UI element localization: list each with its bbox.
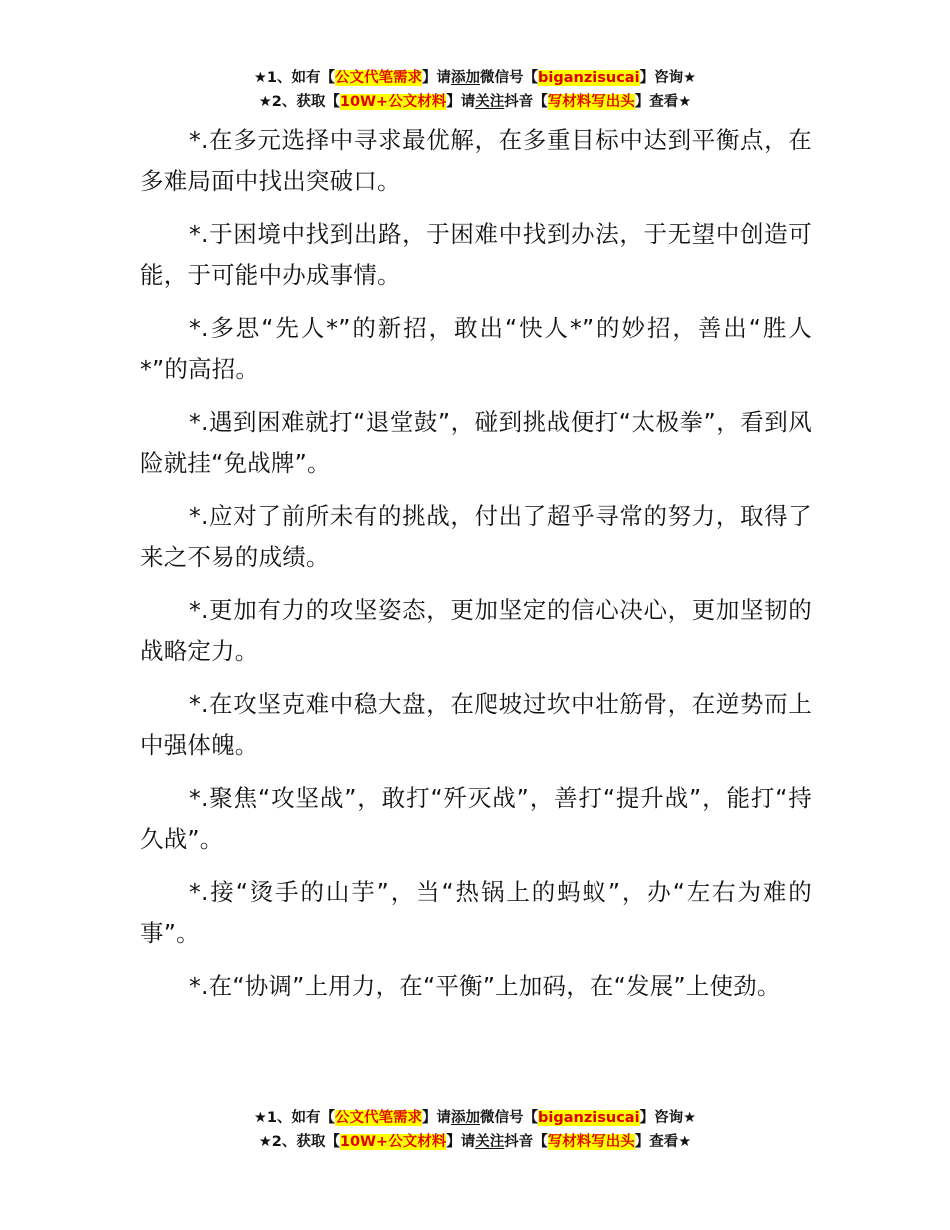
- paragraph: *.在“协调”上用力，在“平衡”上加码，在“发展”上使劲。: [189, 972, 781, 1000]
- banner-text: ★2、获取【: [258, 1134, 340, 1150]
- header-banner: [0, 66, 950, 114]
- highlight-wechat-id: biganzisucai: [538, 70, 640, 86]
- document-body: [140, 120, 812, 1019]
- underlined-follow: 关注: [475, 1134, 505, 1150]
- paragraph: *.在攻坚克难中稳大盘，在爬坡过坎中壮筋骨，在逆势而上中强体魄。: [140, 690, 812, 759]
- banner-text: 】请: [446, 94, 476, 110]
- banner-text: ★1、如有【: [253, 1110, 336, 1126]
- highlight-douyin-account: 写材料写出头: [547, 1134, 635, 1150]
- banner-line-1: [0, 1106, 950, 1130]
- banner-text: 】查看★: [634, 1134, 692, 1150]
- highlight-materials: 10W+公文材料: [339, 94, 447, 110]
- paragraph: *.应对了前所未有的挑战，付出了超乎寻常的努力，取得了来之不易的成绩。: [140, 502, 812, 571]
- highlight-materials: 10W+公文材料: [339, 1134, 447, 1150]
- highlight-wechat-id: biganzisucai: [538, 1110, 640, 1126]
- underlined-add: 添加: [451, 70, 481, 86]
- paragraph: *.聚焦“攻坚战”，敢打“歼灭战”，善打“提升战”，能打“持久战”。: [140, 784, 812, 853]
- banner-text: 抖音【: [504, 94, 548, 110]
- banner-text: 】请: [446, 1134, 476, 1150]
- paragraph: *.更加有力的攻坚姿态，更加坚定的信心决心，更加坚韧的战略定力。: [140, 596, 812, 665]
- banner-line-1: [0, 66, 950, 90]
- banner-text: 】咨询★: [639, 70, 697, 86]
- highlight-service: 公文代笔需求: [335, 70, 423, 86]
- paragraph: *.在多元选择中寻求最优解，在多重目标中达到平衡点，在多难局面中找出突破口。: [140, 126, 812, 195]
- paragraph: *.于困境中找到出路，于困难中找到办法，于无望中创造可能，于可能中办成事情。: [140, 220, 812, 289]
- banner-text: ★2、获取【: [258, 94, 340, 110]
- banner-text: 抖音【: [504, 1134, 548, 1150]
- underlined-add: 添加: [451, 1110, 481, 1126]
- banner-text: 】查看★: [634, 94, 692, 110]
- highlight-service: 公文代笔需求: [335, 1110, 423, 1126]
- footer-banner: [0, 1106, 950, 1154]
- banner-text: ★1、如有【: [253, 70, 336, 86]
- banner-text: 】咨询★: [639, 1110, 697, 1126]
- banner-line-2: [0, 90, 950, 114]
- banner-text: 微信号【: [480, 70, 539, 86]
- paragraph: *.接“烫手的山芋”，当“热锅上的蚂蚁”，办“左右为难的事”。: [140, 878, 812, 947]
- banner-text: 】请: [422, 70, 452, 86]
- banner-line-2: [0, 1130, 950, 1154]
- banner-text: 】请: [422, 1110, 452, 1126]
- highlight-douyin-account: 写材料写出头: [547, 94, 635, 110]
- paragraph: *.遇到困难就打“退堂鼓”，碰到挑战便打“太极拳”，看到风险就挂“免战牌”。: [140, 408, 812, 477]
- banner-text: 微信号【: [480, 1110, 539, 1126]
- paragraph: *.多思“先人*”的新招，敢出“快人*”的妙招，善出“胜人*”的高招。: [140, 314, 812, 383]
- underlined-follow: 关注: [475, 94, 505, 110]
